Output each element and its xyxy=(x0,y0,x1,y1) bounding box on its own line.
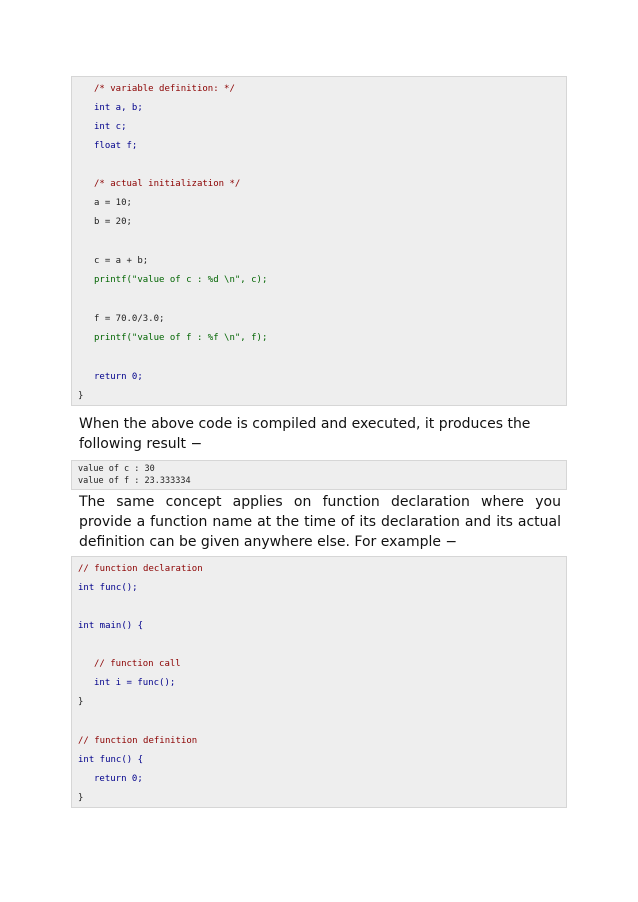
code-line: int a, b; xyxy=(94,103,143,113)
code-line: float f; xyxy=(94,141,138,151)
code-line: f = 70.0/3.0; xyxy=(94,314,165,324)
code-line: } xyxy=(78,793,84,803)
code-line: int main() { xyxy=(78,621,144,631)
code-line: printf("value of f : %f \n", f); xyxy=(94,333,268,343)
code-line: int func(); xyxy=(78,583,138,593)
output-line: value of c : 30 xyxy=(78,464,155,474)
code-block-2 xyxy=(71,556,567,808)
code-line: // function declaration xyxy=(78,564,203,574)
code-line: /* actual initialization */ xyxy=(94,179,241,189)
code-line: return 0; xyxy=(94,372,143,382)
code-line: a = 10; xyxy=(94,198,132,208)
code-line: return 0; xyxy=(94,774,143,784)
code-line: int i = func(); xyxy=(94,678,176,688)
code-line: /* variable definition: */ xyxy=(94,84,235,94)
code-line: printf("value of c : %d \n", c); xyxy=(94,275,268,285)
code-block-1 xyxy=(71,76,567,406)
code-line: } xyxy=(78,697,84,707)
code-line: b = 20; xyxy=(94,217,132,227)
code-line: // function definition xyxy=(78,736,198,746)
code-line: int func() { xyxy=(78,755,144,765)
code-line: // function call xyxy=(94,659,181,669)
output-block xyxy=(71,460,567,490)
code-line: } xyxy=(78,391,84,401)
paragraph-result-intro: When the above code is compiled and executed, it produces the following result − xyxy=(79,416,531,452)
output-line: value of f : 23.333334 xyxy=(78,476,191,486)
code-line: int c; xyxy=(94,122,127,132)
paragraph-function-declaration: The same concept applies on function declaration where you provide a function name at the time of its declaration and its actual definition can be given anywhere else. For example − xyxy=(79,494,561,550)
code-line: c = a + b; xyxy=(94,256,149,266)
